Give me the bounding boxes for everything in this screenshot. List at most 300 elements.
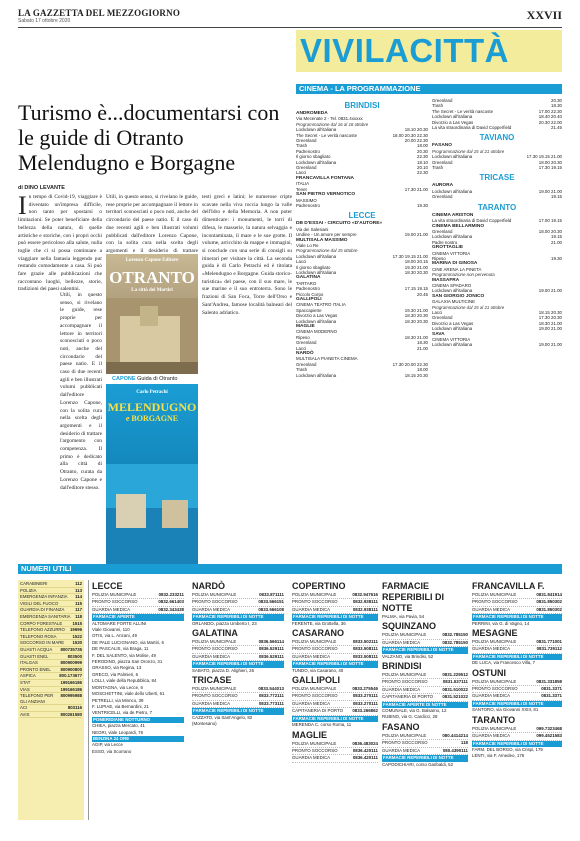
film-times: 17.30 20.00 22.30 [392,361,428,367]
service-number: 0832.785150 [442,632,468,638]
film-times: 20.30 22.00 [538,119,562,125]
service-row [382,748,468,755]
cinema-name: SAN GIORGIO JONICO [432,293,485,299]
service-label: POLIZIA MUNICIPALE [292,686,337,692]
emergency-number: 115 [75,600,82,606]
emergency-row [20,647,82,654]
pharmacy-line: COMUNALE, via G. Balsamo, 12 [382,708,447,714]
film-times: 18.00 20.15 [404,259,428,265]
pharmacy-line: ESSO, via Scorrano [92,748,132,754]
film-title: Lockdown all'italiana [432,188,473,194]
service-number: 0836.566114 [258,639,284,645]
town-name: COPERTINO [292,581,346,591]
film-title: Lockdown all'italiana [296,253,337,259]
film-times: 19.00 21.00 [538,342,562,348]
town-name: FARMACIE REPERIBILI DI NOTTE [382,581,445,613]
emergency-label: ITALGAS [20,660,38,666]
service-label: GUARDIA MEDICA [192,700,231,706]
town-name: LECCE [92,581,123,591]
section-highlight: FARMACIE REPERIBILI DI NOTTE [192,614,284,620]
section-highlight: FARMACIE REPERIBILI DI NOTTE [472,614,562,620]
film-times: 18.00 20.30 22.30 [392,132,428,138]
service-label: POLIZIA MUNICIPALE [382,672,427,678]
film-title: Tenet [296,186,307,192]
service-number: 0832.938111 [352,599,378,605]
cinema-name: MULTISALA MASSIMO [296,237,348,243]
emergency-label: CORPO FORESTALE [20,620,63,626]
town-name: FASANO [382,721,420,732]
emergency-label: TELEFONO PER GLI ANZIANI [20,693,54,704]
pharmacy-line: DE PALE LUCIGNANO, via Martiri, 6 [92,639,164,645]
cinema-address: MULTISALA PIANETA CINEMA [296,356,358,362]
pharmacy-line: LOLLI, viale della Repubblica, 84 [92,678,157,684]
service-number: 0836.529111 [258,646,284,652]
town-column-3 [292,580,378,820]
service-label: PRONTO SOCCORSO [292,693,338,699]
cinema-name: CINEMA ARISTON [432,212,474,218]
pharmacy-line: RUBINO, via G. Cardicci, 28 [382,714,438,720]
emergency-number: 199166186 [60,686,82,692]
service-row [192,646,284,653]
pharmacy-line: (Montesano) [192,721,217,727]
film-times: 17.00 19.15 [538,218,562,224]
town-column-5 [472,580,562,820]
emergency-row [20,614,82,621]
town-name: FRANCAVILLA F. [472,581,545,591]
emergency-label: ASPICA [20,673,36,679]
otranto-cover: Lorenzo Capone Editore OTRANTO La città dei Martiri [106,254,198,374]
film-title: Spaccapietre [296,307,322,313]
film-times: 21.00 [417,345,428,351]
service-number: 0831.537111 [442,679,468,685]
emergency-label: SOCCORSO IN MARE [20,640,65,646]
film-title: Lockdown all'italiana [296,127,337,133]
cinema-name: SAN PIETRO VERNOTICO [296,192,356,198]
service-number: 0831.850302 [536,599,562,605]
section-title: VIVILACITTÀ [300,32,509,69]
film-title: Greenland [432,98,453,103]
film-times: 18.10 20.30 [404,127,428,133]
programme-note: Programmazione dal 15 al 21 ottobre [432,148,505,154]
film-title: Divorzio a Las Vegas [296,313,338,319]
service-label: GUARDIA MEDICA [472,693,511,699]
page-number: XXVII [526,8,562,22]
service-label: PRONTO SOCCORSO [192,646,238,652]
film-title: Padrenostro [296,148,320,154]
film-title: Trash [296,367,308,373]
service-number: 0833.502111 [352,639,378,645]
film-times: 18.30 21.00 [538,320,562,326]
film-title: La vita straordinaria di David Copperfield [432,218,512,224]
service-row [192,607,284,614]
film-title: Lockdown all'italiana [296,372,337,378]
section-highlight: FARMACIE REPERIBILI DI NOTTE [472,654,562,660]
film-title: Il giorno sbagliato [296,264,331,270]
article-column-3: testi greci e latini; le numerose cripte scavate nella viva roccia lungo la valle dell'Idro e della Memoria. A non poter dimenticare: i monumenti, le torri di difesa, le masserie, la natura selvaggia e incontaminata, il mare e le sue grotte. Il volume, arricchito da mappe e immagini, si conclude con una serie di consigli su itinerari per visitare la città. La seconda guida è di Carlo Petrachi ed è titolata «Melendugno e Borgagne. Guida storico-turistica» del paese, con il suo mare, le sue marine e il suo entroterra. Sono le frazioni di San Foca, Torre dell'Orso e Sant'Andrea, famose località balneari del Salento adriatico. [202,194,292,316]
film-title: Lockdown all'italiana [296,318,337,324]
film-times: 18.00 20.30 [538,228,562,234]
service-row [382,672,468,679]
emergency-row [20,680,82,687]
town-name: CASARANO [292,628,345,639]
pharmacy-line: CAZZATO, via Sant'Angelo, 82 [192,714,253,720]
film-title: Padrenostro [296,286,320,292]
service-row [292,741,378,748]
emergency-number: 803500 [67,653,82,659]
pharmacy-line: PALMA, via Pavia, 54 [382,614,425,619]
film-times: 18.30 20.30 [404,318,428,324]
cinema-name: MASSAFRA [432,277,460,283]
emergency-label: VIAS [20,686,30,692]
film-row [432,194,562,199]
service-row [382,694,468,701]
pharmacy-line: GRASSO, via Regina, 13 [92,665,142,671]
service-label: GUARDIA MEDICA [472,646,511,652]
service-label: POLIZIA MUNICIPALE [472,678,517,684]
emergency-row [20,621,82,628]
town-column-2 [192,580,284,820]
cinema-address: ITALIA [296,181,310,187]
section-highlight: BENZINA 24 ORE [92,736,184,742]
emergency-number: 114 [75,594,82,600]
service-label: POLIZIA MUNICIPALE [472,639,517,645]
section-highlight: POMERIDIANE NOTTURNO [92,717,184,723]
service-number: 080.4390111 [442,747,468,753]
service-label: GUARDIA MEDICA [472,733,511,739]
service-label: POLIZIA MUNICIPALE [292,592,337,597]
emergency-number: 113 [75,587,82,593]
pharmacy-line: ALTOMARE FORTE ALLINI [92,620,147,626]
section-highlight: FARMACIE APERTE DI NOTTE [382,702,468,708]
emergency-label: EMERGENZA SANITARIA [20,613,71,619]
programme-note: Programmazione dal 15 al 21 ottobre [432,304,505,310]
section-highlight: FARMACIE REPERIBILI DI NOTTE [472,741,562,747]
town-column-4 [382,580,468,820]
service-row [292,686,378,693]
emergency-row [20,687,82,694]
cinema-band: CINEMA - LA PROGRAMMAZIONE [296,84,562,94]
town-name: SQUINZANO [382,621,436,632]
service-row [472,693,562,700]
service-label: POLIZIA MUNICIPALE [92,592,137,597]
section-highlight: FARMACIE REPERIBILI DI NOTTE [192,661,284,667]
film-times: 19.15 [551,234,562,240]
film-title: Il giorno sbagliato [296,154,331,160]
film-times: 22.30 [417,154,428,160]
cinema-city: TRICASE [479,173,515,183]
pharmacy-line: LENTI, via F. Amedeo, 176 [472,753,525,759]
film-times: 21.45 [551,125,562,131]
section-highlight: FARMACIE REPERIBILI DI NOTTE [292,716,378,722]
emergency-label: CARABINIERI [20,581,48,586]
film-title: Lacci [296,170,307,176]
service-label: CAPITANERIA DI PORTO [382,694,433,700]
cinema-column-2 [432,98,562,560]
service-row [292,639,378,646]
film-title: Trash [432,103,444,109]
service-row [192,693,284,700]
pharmacy-line: MONTAGNA, via Lecce, 6 [92,684,143,690]
service-label: GUARDIA MEDICA [292,606,331,612]
film-title: Greenland [432,228,453,234]
emergency-label: POLIZIA [20,587,37,593]
service-row [92,607,184,614]
service-row [472,599,562,606]
film-times: 17.30 19.15 [538,165,562,171]
cinema-name: SAVA [432,331,445,337]
cinema-name: MAGLIE [296,324,315,330]
cinema-address: Via dei Salesiani [296,226,329,232]
film-times: 18.30 20.30 [404,313,428,319]
film-times: 17.30 20.30 [538,315,562,321]
pharmacy-line: MOSCHETTINI, viale dello Uberti, 61 [92,691,165,697]
cinema-name: GALLIPOLI [296,297,322,302]
pharmacy-line: ORLANDO, piazza Umberto I, 23 [192,620,257,626]
film-title: Piccolo Corpo [296,291,324,297]
film-times: 18.00 20.30 [538,159,562,165]
emergency-label: GUASTI ACQUA [20,646,53,652]
service-number: 0833.270111 [352,693,378,699]
film-row [432,165,562,170]
service-number: 0833.544013 [258,686,284,692]
service-row [192,639,284,646]
service-number: 080.4414214 [442,732,468,738]
town-name: MAGLIE [292,729,327,740]
town-column-1 [92,580,184,820]
film-title: Ripeso [432,255,446,261]
cinema-name: MARINA DI GINOSA [432,261,478,267]
emergency-row [20,654,82,661]
emergency-label: GUASTI ENEL [20,653,49,659]
emergency-number: 112 [75,581,82,586]
programme-note: Programmazione dal 16 al 18 ottobre [296,121,369,127]
service-row [472,639,562,646]
emergency-number: 1530 [72,640,82,646]
service-label: GUARDIA MEDICA [382,747,421,753]
service-label: GUARDIA MEDICA [382,639,421,645]
film-row [432,326,562,331]
service-number: 0836.420111 [352,747,378,753]
service-row [292,708,378,715]
service-row [382,640,468,647]
film-times: 18.10 [417,159,428,165]
service-label: POLIZIA MUNICIPALE [292,639,337,645]
cinema-name: AURORA [432,183,454,189]
service-row [92,592,184,599]
film-title: Lockdown all'italiana [296,269,337,275]
service-label: GUARDIA MEDICA [92,606,131,612]
film-row [296,346,428,351]
film-times: 19.00 21.00 [538,188,562,194]
emergency-label: TELEFONO ROSA [20,633,57,639]
service-number: 0833.266862 [352,708,378,714]
service-label: PRONTO SOCCORSO [292,646,338,652]
film-title: Ripeso [296,334,310,340]
film-title: The Secret - Le verità nascoste [296,132,358,138]
film-times: 17.30 19.15 21.00 [526,154,562,160]
pharmacy-line: DE LUCA, via Francesco Villa, 7 [472,660,536,666]
page-header [18,8,562,28]
emergency-number: 800995988 [60,693,82,699]
film-title: Lacci [296,259,307,265]
service-number: 0831.739112 [536,646,562,652]
melendugno-cover-title: MELENDUGNO [107,400,197,414]
section-highlight: FARMACIE REPERIBILI DI NOTTE [472,701,562,707]
service-label: PRONTO SOCCORSO [472,686,518,692]
service-row [472,733,562,740]
service-label: POLIZIA MUNICIPALE [472,725,517,731]
service-label: GUARDIA MEDICA [292,700,331,706]
town-name: OSTUNI [472,667,507,678]
service-number: 0831.331858 [536,678,562,684]
service-label: POLIZIA MUNICIPALE [382,732,427,738]
service-row [292,607,378,614]
service-row [292,693,378,700]
film-times: 17.30 19.15 21.00 [392,253,428,259]
film-title: Greenland [296,138,317,144]
issue-date: Sabato 17 ottobre 2020 [18,18,71,24]
film-row [432,342,562,347]
service-number: 0833.871111 [259,592,284,597]
section-highlight: FARMACIE REPERIBILI DI NOTTE [382,647,468,653]
film-times: 19.30 21.00 [404,307,428,313]
emergency-numbers-list [18,580,84,820]
film-row [296,319,428,324]
film-times: 20.10 [417,165,428,171]
cinema-name: FRANCAVILLA FONTANA [296,175,354,181]
emergency-row [20,673,82,680]
programme-note: Programmazione dal 15 ottobre [296,248,358,254]
service-number: 0833.508111 [352,653,378,659]
emergency-number: 800.173677 [59,673,82,679]
melendugno-cover: Carlo Petrachi MELENDUGNO e BORGAGNE [106,384,198,564]
service-number: 0836.483024 [352,740,378,746]
service-number: 0832.661403 [158,599,184,605]
emergency-number: 800735735 [60,646,82,652]
service-label: POLIZIA MUNICIPALE [382,632,427,638]
film-times: 17.30 21.00 [404,186,428,192]
film-title: Greenland [296,340,317,346]
emergency-label: TELEFONO AZZURRO [20,627,65,633]
pharmacy-line: FARM. DEL BORGO, via Crispi, 179 [472,746,543,752]
service-row [292,592,378,599]
film-title: Greenland [432,194,453,200]
section-highlight: FARMACIE REPERIBILI DI NOTTE [382,755,468,761]
cinema-city: LECCE [348,211,376,221]
service-label: CAPITANERIA DI PORTO [292,708,343,714]
service-row [192,592,284,599]
cinema-name: ANDROMEDA [296,111,328,116]
pharmacy-line: MERENDA C. corso Roma, 11 [292,722,352,728]
emergency-row [20,693,82,705]
publication-name: LA GAZZETTA DEL MEZZOGIORNO [18,8,181,18]
emergency-row [20,588,82,595]
service-label: PRONTO SOCCORSO [92,599,138,605]
cinema-address: TARTARO [296,280,317,286]
emergency-label: GUARDIA DI FINANZA [20,607,65,613]
emergency-label: STAT [20,679,31,685]
service-number: 0833.566108 [258,606,284,612]
service-row [382,632,468,639]
pharmacy-line: NEGRI, viale Leopardi, 76 [92,729,144,735]
service-row [292,646,378,653]
film-row [296,373,428,378]
service-row [382,687,468,694]
service-row [292,748,378,755]
emergency-row [20,627,82,634]
film-times: 18.30 [551,103,562,109]
emergency-row [20,581,82,588]
service-row [192,686,284,693]
service-label: GUARDIA MEDICA [192,653,231,659]
cinema-address: MASSIMO [296,197,317,203]
pharmacy-line: Viale Giovanni, 110 [92,627,130,633]
cinema-address: GALAXIA MULTICINE [432,299,476,305]
town-name: MESAGNE [472,628,518,639]
service-row [472,592,562,599]
pharmacy-line: SANTORO, via Giovanni XXIII, 81 [472,707,539,713]
film-times: 19.00 21.00 [538,326,562,332]
pharmacy-line: FERODINO, piazza San Oronzo, 31 [92,659,163,665]
emergency-number: 1522 [72,633,82,639]
film-times: 20.30 [417,148,428,154]
otranto-cover-photo [106,298,198,374]
service-number: 0831.850302 [536,606,562,612]
cinema-name: NARDÒ [296,351,314,357]
film-row [432,125,562,130]
emergency-row [20,601,82,608]
film-times: 19.30 [551,255,562,261]
film-title: Padre nostro [432,239,458,245]
service-label: POLIZIA MUNICIPALE [192,639,237,645]
emergency-number: 1515 [72,620,82,626]
emergency-row [20,705,82,712]
emergency-row [20,640,82,647]
melendugno-cover-photo [106,464,198,564]
film-times: 18.00 [417,143,428,149]
town-name: TRICASE [192,675,232,686]
town-name: NARDÒ [192,581,225,591]
article-column-2-top: Utili, in questo senso, si rivelano le guide, rese proprie per accompagnare il lettore in territori sconosciuti o poco noti, anche del circondario del paese natio. E il caso di due recenti agili e ben illustrati volumi pubblicati dall'editore Lorenzo Capone, con la solita cura nella scelta degli argomenti e il desiderio di trattare [106,194,198,254]
section-highlight: FARMACIE REPERIBILI DI NOTTE [292,661,378,667]
emergency-number: 800900800 [60,666,82,672]
film-times: 19.00 21.00 [538,288,562,294]
pharmacy-line: F. DEL SALENTO, via Molise, 49 [92,652,156,658]
service-number: 0831.521022 [442,694,468,700]
film-times: 19.15 [551,194,562,200]
service-label: GUARDIA MEDICA [292,653,331,659]
otranto-caption: CAPONE Guida di Otranto [112,376,178,382]
service-row [92,599,184,606]
film-times: 19.30 21.00 [404,264,428,270]
film-row [296,232,428,237]
film-title: Greenland [432,159,453,165]
film-title: Undine - Un amore per sempre [296,232,357,238]
article-title: Turismo è...documentarsi con le guide di Otranto Melendugno e Borgagne [18,100,280,175]
town-name: GALLIPOLI [292,675,340,686]
pharmacy-line: VALZANO, via Brindisi, 52 [382,653,434,659]
emergency-number: 800900999 [60,660,82,666]
emergency-label: EMERGENZA INFANZIA [20,594,68,600]
service-label: PRONTO SOCCORSO [192,599,238,605]
service-row [192,701,284,708]
film-times: 19.30 [417,202,428,208]
service-number: 0832.343438 [158,606,184,612]
film-title: Lockdown all'italiana [432,326,473,332]
film-title: Lockdown all'italiana [296,159,337,165]
emergency-row [20,594,82,601]
service-row [472,679,562,686]
